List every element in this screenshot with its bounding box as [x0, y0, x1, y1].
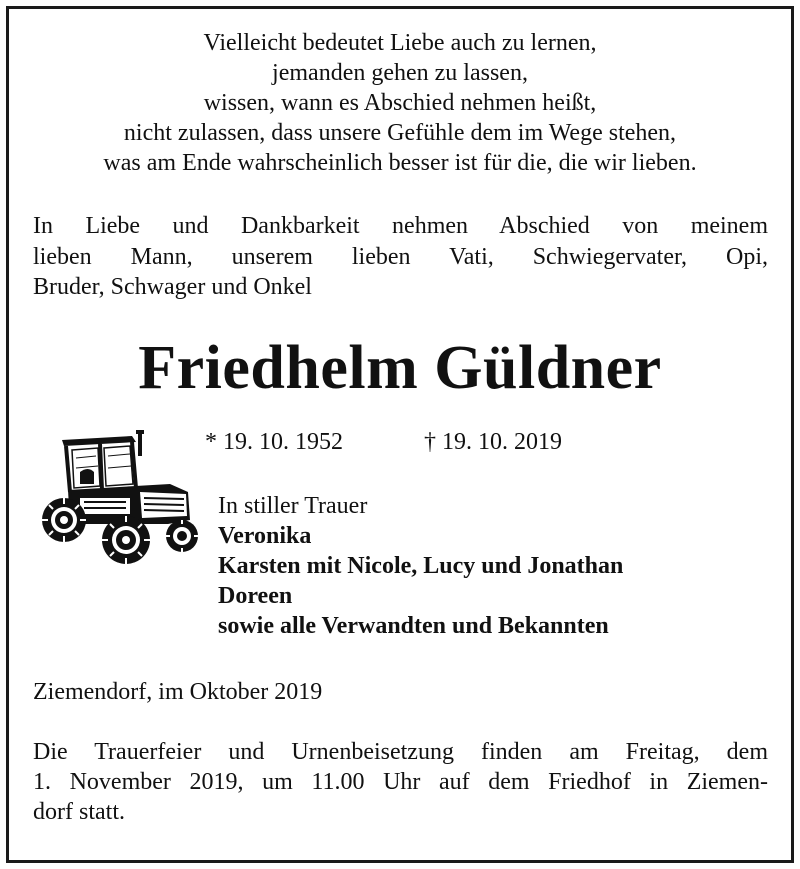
place-and-date: Ziemendorf, im Oktober 2019 [33, 679, 323, 705]
poem-line: wissen, wann es Abschied nehmen heißt, [203, 90, 597, 116]
poem [30, 28, 770, 178]
tractor-icon [40, 428, 200, 573]
mourner-name: Karsten mit Nicole, Lucy und Jonathan [218, 553, 624, 579]
intro-text [33, 211, 768, 303]
mourner-name: sowie alle Verwandten und Bekannten [218, 613, 609, 639]
funeral-line: 1. November 2019, um 11.00 Uhr auf dem Friedhof in Ziemen- [33, 769, 768, 795]
mourner-name: Doreen [218, 583, 293, 609]
mourner-name: Veronika [218, 523, 312, 549]
poem-line: Vielleicht bedeutet Liebe auch zu lernen, [203, 30, 597, 56]
death-date: † 19. 10. 2019 [424, 429, 562, 455]
intro-line: In Liebe und Dankbarkeit nehmen Abschied von meinem [33, 213, 768, 239]
poem-line: jemanden gehen zu lassen, [272, 60, 528, 86]
funeral-info [33, 737, 768, 827]
intro-line: Bruder, Schwager und Onkel [33, 274, 312, 300]
funeral-line: Die Trauerfeier und Urnenbeisetzung finden am Freitag, dem [33, 739, 768, 765]
intro-line: lieben Mann, unserem lieben Vati, Schwiegervater, Opi, [33, 243, 768, 270]
birth-date: * 19. 10. 1952 [205, 429, 343, 455]
mourners-block [218, 491, 623, 641]
poem-line: was am Ende wahrscheinlich besser ist für die, die wir lieben. [103, 150, 697, 176]
poem-line: nicht zulassen, dass unsere Gefühle dem im Wege stehen, [123, 120, 677, 146]
funeral-line: dorf statt. [33, 799, 125, 825]
deceased-name: Friedhelm Güldner [138, 334, 662, 402]
mourners-heading: In stiller Trauer [218, 493, 368, 519]
